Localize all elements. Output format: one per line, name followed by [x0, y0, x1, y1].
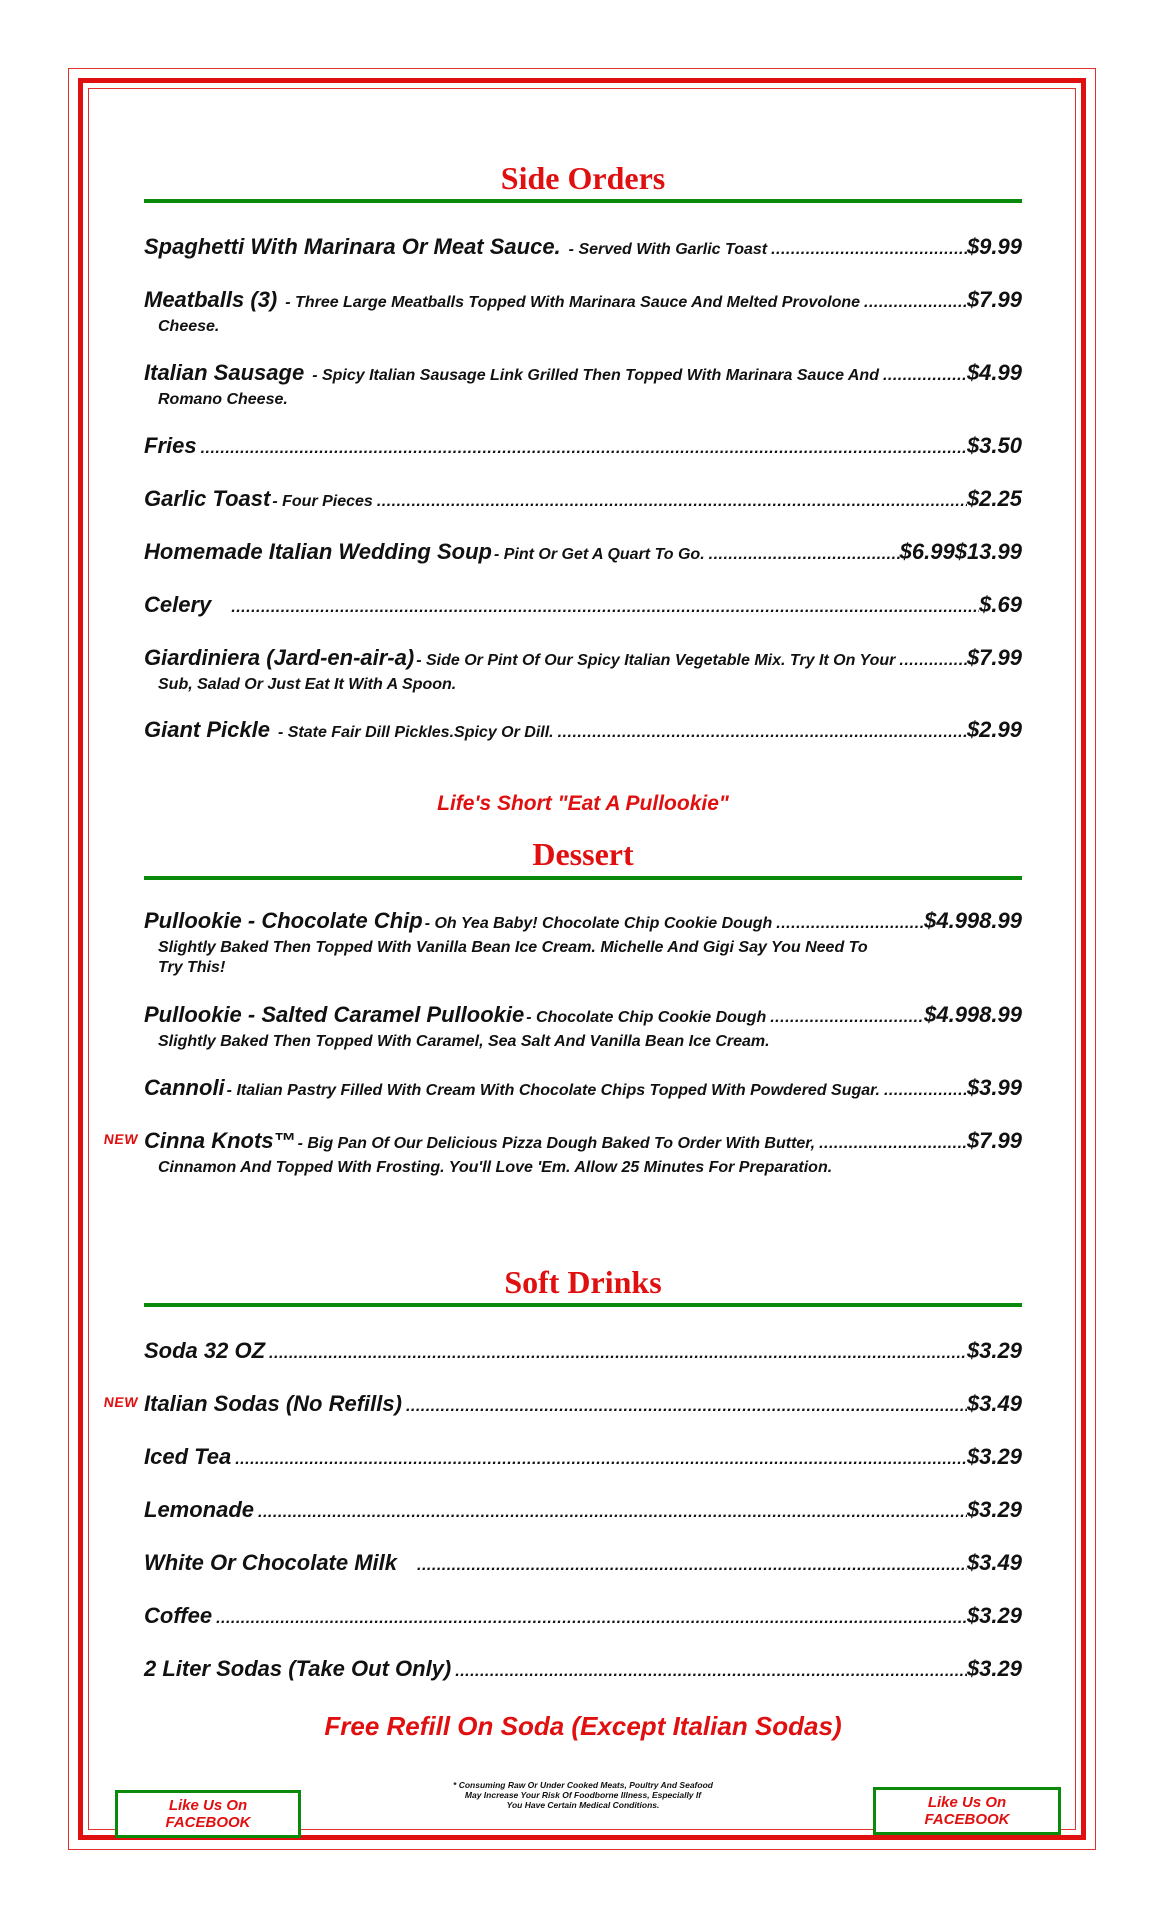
item-name: Spaghetti With Marinara Or Meat Sauce.: [144, 234, 561, 259]
item-name: Giant Pickle: [144, 717, 270, 742]
item-description: - Side Or Pint Of Our Spicy Italian Vegetable Mix. Try It On Your: [416, 652, 896, 669]
refill-note: Free Refill On Soda (Except Italian Sodas): [324, 1711, 842, 1741]
item-description-continued: Cinnamon And Topped With Frosting. You'll Love 'Em. Allow 25 Minutes For Preparation.: [158, 1159, 833, 1176]
item-description-continued: Slightly Baked Then Topped With Vanilla Bean Ice Cream. Michelle And Gigi Say You Need To: [158, 939, 868, 956]
item-description: - Served With Garlic Toast: [568, 241, 768, 258]
section-rule: [144, 199, 1022, 203]
disclaimer-line: * Consuming Raw Or Under Cooked Meats, Poultry And Seafood: [453, 1780, 713, 1790]
menu-item-meatballs: [144, 286, 1022, 337]
leader-dots: [451, 1658, 967, 1686]
leader-dots: [705, 541, 900, 569]
item-name: Coffee: [144, 1603, 213, 1628]
item-name: Lemonade: [144, 1497, 255, 1522]
leader-dots: [554, 719, 967, 747]
leader-dots: [265, 1340, 967, 1368]
leader-dots: [766, 1004, 924, 1032]
item-name: Fries: [144, 433, 197, 458]
leader-dots: [880, 1077, 967, 1105]
menu-item-soda-32oz: [144, 1337, 1022, 1368]
item-price: $3.50: [966, 433, 1022, 458]
item-name: Soda 32 OZ: [144, 1338, 266, 1363]
menu-item-pullookie-salted-caramel: [144, 1001, 1022, 1052]
item-price: $2.99: [966, 717, 1022, 742]
facebook-link-left[interactable]: Like Us On FACEBOOK: [115, 1790, 301, 1838]
item-description: - Chocolate Chip Cookie Dough: [526, 1009, 767, 1026]
item-price: $3.29: [966, 1338, 1022, 1363]
leader-dots: [211, 594, 979, 622]
menu-item-fries: [144, 432, 1022, 463]
item-price: $3.29: [966, 1444, 1022, 1469]
leader-dots: [860, 289, 967, 317]
menu-item-wedding-soup: [144, 538, 1022, 569]
item-price: $9.99: [966, 234, 1022, 259]
item-description-continued: Romano Cheese.: [158, 391, 288, 408]
leader-dots: [879, 362, 967, 390]
leader-dots: [772, 910, 924, 938]
item-name: 2 Liter Sodas (Take Out Only): [144, 1656, 452, 1681]
item-name: Pullookie - Chocolate Chip: [144, 908, 423, 933]
leader-dots: [231, 1446, 967, 1474]
menu-item-garlic-toast: [144, 485, 1022, 516]
leader-dots: [397, 1552, 967, 1580]
menu-item-coffee: [144, 1602, 1022, 1633]
item-price-quart: $13.99: [954, 539, 1022, 564]
section-title-side-orders: Side Orders: [500, 160, 666, 196]
item-name: Garlic Toast: [144, 486, 271, 511]
item-price: $7.99: [966, 287, 1022, 312]
item-price: $7.99: [966, 645, 1022, 670]
item-description: - Italian Pastry Filled With Cream With Chocolate Chips Topped With Powdered Sugar.: [226, 1082, 880, 1099]
item-description-continued: Cheese.: [158, 318, 220, 335]
leader-dots: [895, 647, 967, 675]
item-price-large: 8.99: [979, 1002, 1022, 1027]
item-price-single: $4.99: [924, 1002, 980, 1027]
item-name: Italian Sausage: [144, 360, 305, 385]
section-title-soft-drinks: Soft Drinks: [504, 1264, 662, 1300]
item-description-continued: Slightly Baked Then Topped With Caramel, Sea Salt And Vanilla Bean Ice Cream.: [158, 1033, 770, 1050]
disclaimer-line: You Have Certain Medical Conditions.: [506, 1800, 660, 1810]
item-name: Iced Tea: [144, 1444, 232, 1469]
new-badge: NEW: [102, 1131, 140, 1147]
item-price: $4.99: [966, 360, 1022, 385]
item-description: - Three Large Meatballs Topped With Marinara Sauce And Melted Provolone: [285, 294, 861, 311]
item-name: Cannoli: [144, 1075, 225, 1100]
item-price: $3.49: [966, 1550, 1022, 1575]
menu-item-cannoli: [144, 1074, 1022, 1105]
leader-dots: [815, 1130, 967, 1158]
item-price-single: $4.99: [924, 908, 980, 933]
leader-dots: [197, 435, 967, 463]
item-description: - Pint Or Get A Quart To Go.: [493, 546, 705, 563]
item-description: - Big Pan Of Our Delicious Pizza Dough Baked To Order With Butter,: [297, 1135, 816, 1152]
menu-item-giant-pickle: [144, 716, 1022, 747]
menu-item-italian-sodas: [144, 1390, 1022, 1421]
item-price: $3.99: [966, 1075, 1022, 1100]
food-safety-disclaimer: [430, 1780, 736, 1810]
item-name: Italian Sodas (No Refills): [144, 1391, 402, 1416]
item-price: $3.29: [966, 1603, 1022, 1628]
item-name: Cinna Knots™: [144, 1128, 296, 1153]
menu-item-cinna-knots: [144, 1127, 1022, 1178]
section-title-dessert: Dessert: [532, 836, 634, 872]
leader-dots: [402, 1393, 967, 1421]
item-price: $.69: [979, 592, 1022, 617]
menu-item-lemonade: [144, 1496, 1022, 1527]
section-rule: [144, 1303, 1022, 1307]
item-name: Pullookie - Salted Caramel Pullookie: [144, 1002, 525, 1027]
menu-item-iced-tea: [144, 1443, 1022, 1474]
facebook-link-right[interactable]: Like Us On FACEBOOK: [873, 1787, 1061, 1835]
leader-dots: [212, 1605, 967, 1633]
section-rule: [144, 876, 1022, 880]
item-price: $2.25: [966, 486, 1022, 511]
item-description: - State Fair Dill Pickles.Spicy Or Dill.: [277, 724, 554, 741]
menu-item-pullookie-chocolate-chip: [144, 907, 1022, 978]
item-price: $3.49: [966, 1391, 1022, 1416]
disclaimer-line: May Increase Your Risk Of Foodborne Illness, Especially If: [464, 1790, 702, 1800]
leader-dots: [767, 236, 967, 264]
item-description-continued: Try This!: [158, 959, 226, 976]
leader-dots: [254, 1499, 967, 1527]
menu-item-giardiniera: [144, 644, 1022, 695]
item-description-continued: Sub, Salad Or Just Eat It With A Spoon.: [158, 676, 457, 693]
item-name: Homemade Italian Wedding Soup: [144, 539, 492, 564]
item-price-pint: $6.99: [899, 539, 955, 564]
menu-item-milk: [144, 1549, 1022, 1580]
item-name: Giardiniera (Jard-en-air-a): [144, 645, 415, 670]
item-price-large: 8.99: [979, 908, 1022, 933]
item-price: $3.29: [966, 1497, 1022, 1522]
slogan: Life's Short "Eat A Pullookie": [437, 792, 729, 815]
item-name: Meatballs (3): [144, 287, 278, 312]
menu-item-2-liter-sodas: [144, 1655, 1022, 1686]
leader-dots: [373, 488, 967, 516]
item-description: - Oh Yea Baby! Chocolate Chip Cookie Dough: [424, 915, 773, 932]
item-price: $3.29: [966, 1656, 1022, 1681]
item-name: Celery: [144, 592, 212, 617]
new-badge: NEW: [102, 1394, 140, 1410]
menu-item-spaghetti: [144, 233, 1022, 264]
item-name: White Or Chocolate Milk: [144, 1550, 398, 1575]
menu-item-celery: [144, 591, 1022, 622]
item-price: $7.99: [966, 1128, 1022, 1153]
menu-item-italian-sausage: [144, 359, 1022, 410]
item-description: - Four Pieces: [272, 493, 373, 510]
item-description: - Spicy Italian Sausage Link Grilled Then Topped With Marinara Sauce And: [312, 367, 879, 384]
